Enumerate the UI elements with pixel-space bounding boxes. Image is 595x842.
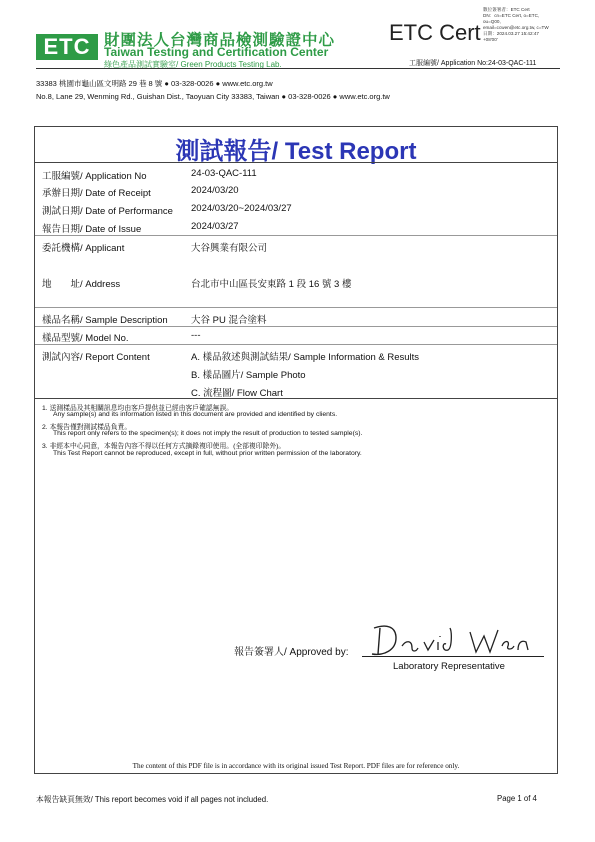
digital-signature-info bbox=[483, 7, 583, 43]
lab-name: 綠色產品測試實驗室/ Green Products Testing Lab. bbox=[104, 60, 282, 69]
signature-line bbox=[362, 656, 544, 657]
value-date-receipt: 2024/03/20 bbox=[191, 185, 239, 196]
application-no-header: 工服編號/ Application No:24-03-QAC-111 bbox=[409, 60, 537, 67]
row-divider bbox=[35, 344, 557, 345]
sig-line: DN：cn=ETC Cert, o=ETC, bbox=[483, 13, 540, 18]
sig-line: +08'00' bbox=[483, 37, 498, 42]
page-number: Page 1 of 4 bbox=[497, 794, 537, 803]
label-address: 地 址/ Address bbox=[42, 279, 121, 290]
value-report-content-a: A. 樣品敘述與測試結果/ Sample Information & Results bbox=[191, 352, 420, 363]
note-2-zh: 2. 本報告僅對測試樣品負責。 bbox=[42, 424, 132, 431]
value-report-content-b: B. 樣品圖片/ Sample Photo bbox=[191, 370, 306, 381]
note-1-zh: 1. 送測樣品及其相關訊息均由客戶提供並已經由客戶確認無誤。 bbox=[42, 405, 234, 412]
org-name-zh: 財團法人台灣商品檢測驗證中心 bbox=[104, 32, 336, 49]
sig-line: ou=Q00, bbox=[483, 19, 501, 24]
value-address: 台北市中山區長安東路 1 段 16 號 3 樓 bbox=[191, 279, 352, 290]
note-2-en: This report only refers to the specimen(s); it does not imply the result of production to tested sample(s). bbox=[53, 430, 363, 437]
label-applicant: 委託機構/ Applicant bbox=[42, 243, 125, 254]
title-divider bbox=[35, 162, 557, 163]
label-date-receipt: 承辦日期/ Date of Receipt bbox=[42, 188, 151, 199]
note-1-en: Any sample(s) and its information listed in this document are provided and identified by clients. bbox=[53, 411, 338, 418]
value-application-no: 24-03-QAC-111 bbox=[191, 168, 257, 179]
pdf-reference-note: The content of this PDF file is in accordance with its original issued Test Report. PDF files are for reference only. bbox=[132, 762, 460, 770]
value-sample-description: 大谷 PU 混合塗料 bbox=[191, 315, 267, 326]
address-en: No.8, Lane 29, Wenming Rd., Guishan Dist., Taoyuan City 33383, Taiwan ● 03-328-0026 ● www.etc.org.tw bbox=[36, 92, 390, 101]
label-model-no: 樣品型號/ Model No. bbox=[42, 333, 129, 344]
value-date-issue: 2024/03/27 bbox=[191, 221, 239, 232]
value-applicant: 大谷興業有限公司 bbox=[191, 243, 268, 254]
sig-line: 數位簽署者：ETC Cert bbox=[483, 7, 530, 12]
note-3-zh: 3. 非經本中心同意，本報告內容不得以任何方式摘錄複印使用。(全部複印除外)。 bbox=[42, 443, 286, 450]
approved-by-label: 報告簽署人/ Approved by: bbox=[234, 647, 349, 658]
value-date-performance: 2024/03/20~2024/03/27 bbox=[191, 203, 292, 214]
etc-cert-brand: ETC Cert bbox=[389, 20, 481, 45]
label-application-no: 工服編號/ Application No bbox=[42, 171, 147, 182]
row-divider bbox=[35, 235, 557, 236]
label-sample-description: 樣品名稱/ Sample Description bbox=[42, 315, 168, 326]
label-report-content: 測試內容/ Report Content bbox=[42, 352, 150, 363]
label-date-performance: 測試日期/ Date of Performance bbox=[42, 206, 173, 217]
org-name-en: Taiwan Testing and Certification Center bbox=[104, 45, 329, 59]
sig-line: email=ccwen@etc.org.tw, c=TW bbox=[483, 25, 549, 30]
etc-logo: ETC bbox=[36, 34, 98, 60]
note-3-en: This Test Report cannot be reproduced, except in full, without prior written permission of the laboratory. bbox=[53, 450, 362, 457]
report-title: 測試報告/ Test Report bbox=[175, 138, 417, 165]
row-divider bbox=[35, 307, 557, 308]
sig-line: 日期：2024.03.27 15:42:47 bbox=[483, 31, 539, 36]
value-report-content-c: C. 流程圖/ Flow Chart bbox=[191, 388, 283, 399]
label-date-issue: 報告日期/ Date of Issue bbox=[42, 224, 142, 235]
notes-divider bbox=[35, 398, 557, 399]
header-divider bbox=[36, 68, 560, 69]
handwritten-signature bbox=[366, 618, 546, 660]
address-zh: 33383 桃園市龜山區文明路 29 巷 8 號 ● 03-328-0026 ● www.etc.org.tw bbox=[36, 79, 273, 88]
value-model-no: --- bbox=[191, 330, 201, 341]
void-note: 本報告缺頁無效/ This report becomes void if all pages not included. bbox=[36, 795, 269, 804]
row-divider bbox=[35, 326, 557, 327]
signer-role: Laboratory Representative bbox=[393, 661, 505, 672]
